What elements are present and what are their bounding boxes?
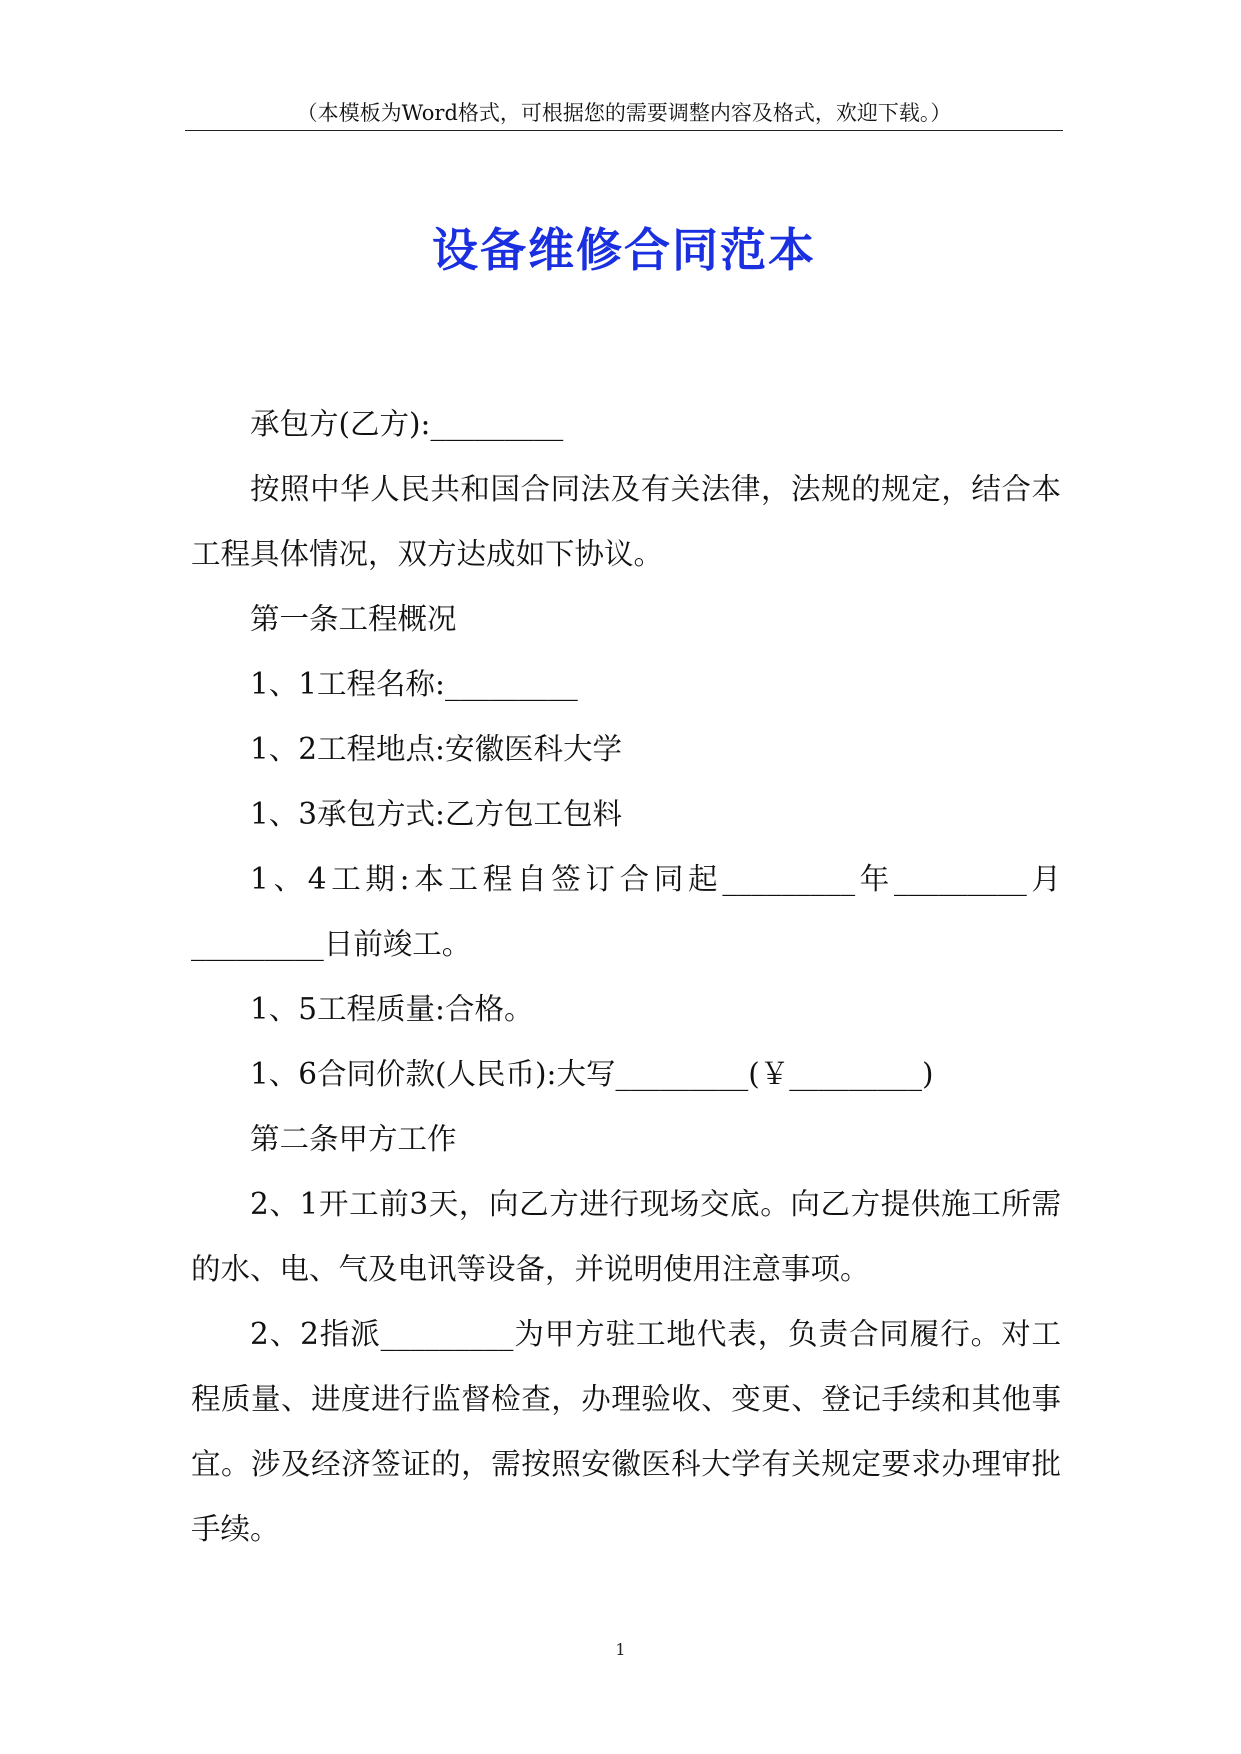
clause-1-5: 1、5工程质量:合格。 [250,992,534,1026]
paragraph-preamble: 按照中华人民共和国合同法及有关法律，法规的规定，结合本工程具体情况，双方达成如下协议。 [191,472,1061,571]
clause-2-1: 2、1开工前3天，向乙方进行现场交底。向乙方提供施工所需的水、电、气及电讯等设备，并说明使用注意事项。 [191,1187,1061,1286]
header-note: （本模板为Word格式，可根据您的需要调整内容及格式，欢迎下载。） [296,101,952,125]
clause-1-4: 1、4工期:本工程自签订合同起_________年_________月_________日前竣工。 [191,862,1061,961]
section-heading-2: 第二条甲方工作 [250,1122,457,1156]
document-title: 设备维修合同范本 [432,223,816,277]
clause-1-1: 1、1工程名称:_________ [250,667,578,701]
paragraph-contractor: 承包方(乙方):_________ [250,407,564,441]
section-heading-1: 第一条工程概况 [250,602,457,636]
document-body [191,392,1061,1562]
header-divider [185,130,1063,131]
clause-1-3: 1、3承包方式:乙方包工包料 [250,797,622,831]
clause-1-2: 1、2工程地点:安徽医科大学 [250,732,622,766]
clause-2-2: 2、2指派_________为甲方驻工地代表，负责合同履行。对工程质量、进度进行监督检查，办理验收、变更、登记手续和其他事宜。涉及经济签证的，需按照安徽医科大学有关规定要求办理审批手续。 [191,1317,1061,1546]
page-number: 1 [615,1640,626,1659]
clause-1-6: 1、6合同价款(人民币):大写_________(￥_________) [250,1057,934,1091]
